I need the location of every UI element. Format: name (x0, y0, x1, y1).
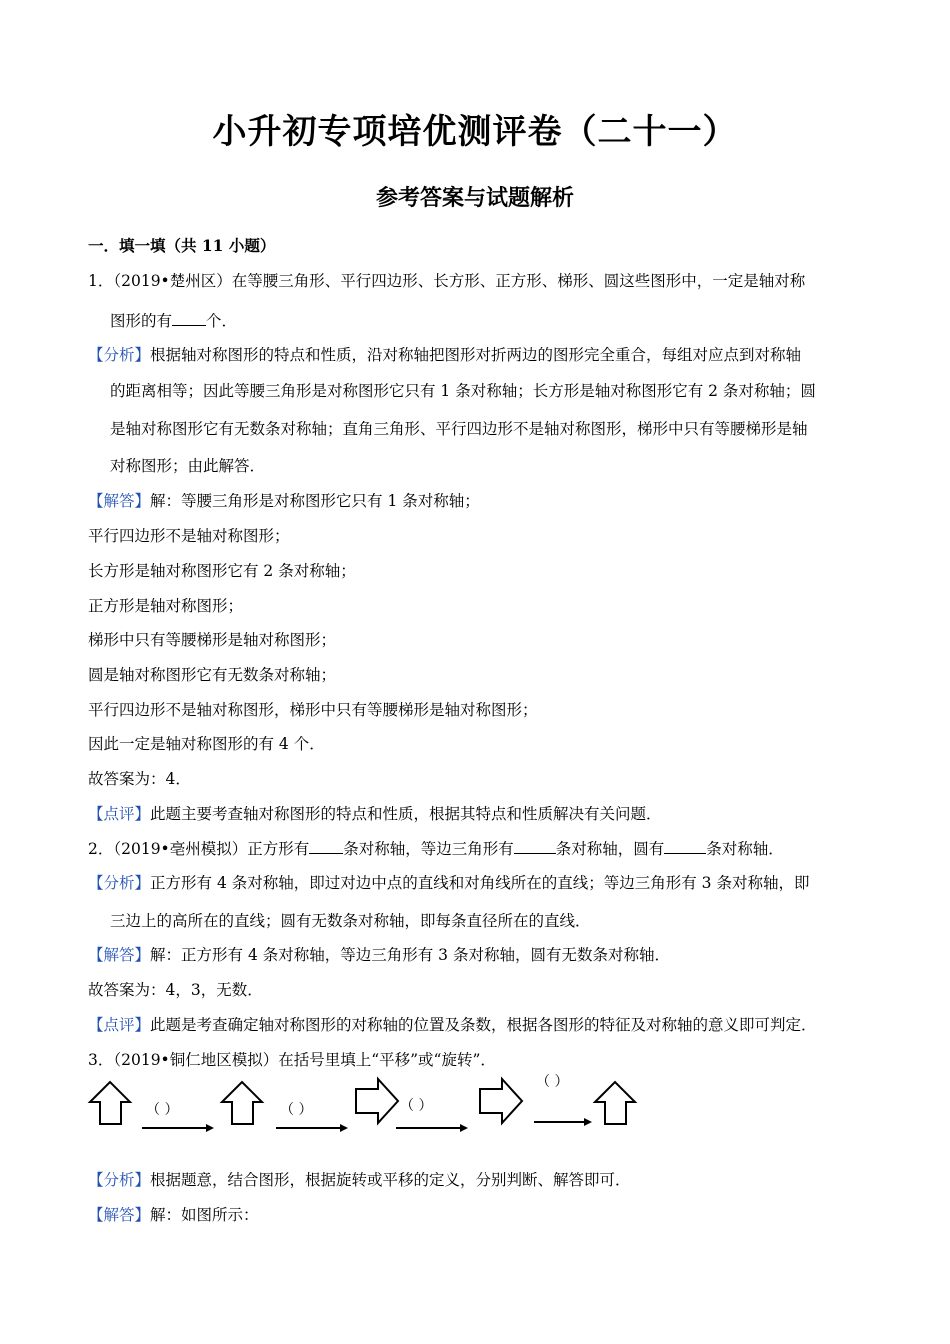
q3-stem-line: 3．（2019•铜仁地区模拟）在括号里填上“平移”或“旋转”． (88, 1051, 496, 1069)
up-arrow-shape-1 (90, 1082, 130, 1124)
q2-stem-part-3: 条对称轴，圆有 (555, 840, 665, 858)
q2-blank-triangle (514, 838, 556, 854)
up-arrow-shape-2 (222, 1082, 262, 1124)
answer-tag: 【解答】 (88, 492, 151, 510)
q1-solution-line-5: 圆是轴对称图形它有无数条对称轴； (88, 666, 337, 684)
q2-analysis-text: 正方形有 4 条对称轴，即过对边中点的直线和对角线所在的直线；等边三角形有 3 条对称轴，即 (150, 874, 810, 892)
q1-stem-text: 图形的有 (110, 312, 173, 330)
q1-solution-line-4: 梯形中只有等腰梯形是轴对称图形； (88, 631, 337, 649)
q1-solution-line-1: 平行四边形不是轴对称图形； (88, 527, 290, 545)
q1-stem-line-1: 1．（2019•楚州区）在等腰三角形、平行四边形、长方形、正方形、梯形、圆这些图形中，一定是轴对称 (88, 272, 806, 290)
page-title: 小升初专项培优测评卷（二十一） (212, 112, 738, 152)
q1-analysis-line-1 (88, 345, 801, 365)
transform-arrowhead-1 (206, 1124, 214, 1132)
q1-comment-text: 此题主要考查轴对称图形的特点和性质，根据其特点和性质解决有关问题． (150, 805, 662, 823)
q2-stem-line (88, 838, 784, 859)
right-arrow-shape-2 (480, 1079, 522, 1123)
q1-analysis-text: 根据轴对称图形的特点和性质，沿对称轴把图形对折两边的图形完全重合，每组对应点到对称轴 (150, 346, 802, 364)
q3-transform-figure (86, 1074, 646, 1144)
q1-solution-text: 解：等腰三角形是对称图形它只有 1 条对称轴； (150, 492, 480, 510)
analysis-tag: 【分析】 (88, 1171, 151, 1189)
transform-arrowhead-4 (584, 1118, 592, 1126)
section-heading: 一．填一填（共 11 小题） (88, 236, 276, 255)
q1-analysis-line-2: 的距离相等；因此等腰三角形是对称图形它只有 1 条对称轴；长方形是轴对称图形它有 2 条对称轴；圆 (110, 382, 816, 400)
q2-solution-line-0 (88, 945, 670, 965)
q2-final-answer: 故答案为：4，3，无数． (88, 981, 263, 999)
blank-paren-2: （ ） (280, 1102, 313, 1118)
blank-paren-1: （ ） (146, 1102, 179, 1118)
q3-solution-line-0 (88, 1205, 259, 1225)
q2-analysis-line-1 (88, 873, 809, 893)
q3-analysis-text: 根据题意，结合图形，根据旋转或平移的定义，分别判断、解答即可． (150, 1171, 631, 1189)
up-arrow-shape-3 (595, 1082, 635, 1124)
q1-solution-line-6: 平行四边形不是轴对称图形，梯形中只有等腰梯形是轴对称图形； (88, 701, 538, 719)
q1-stem-line-2 (110, 310, 237, 331)
blank-paren-3: （ ） (400, 1098, 433, 1114)
q2-comment-text: 此题是考查确定轴对称图形的对称轴的位置及条数，根据各图形的特征及对称轴的意义即可判定． (150, 1016, 817, 1034)
blank-paren-4: （ ） (536, 1074, 569, 1090)
analysis-tag: 【分析】 (88, 874, 151, 892)
q2-analysis-line-2: 三边上的高所在的直线；圆有无数条对称轴，即每条直径所在的直线． (110, 912, 591, 930)
q1-solution-line-0 (88, 491, 480, 511)
right-arrow-shape-1 (356, 1079, 398, 1123)
q3-solution-text: 解：如图所示： (150, 1206, 259, 1224)
q1-solution-line-2: 长方形是轴对称图形它有 2 条对称轴； (88, 562, 356, 580)
comment-tag: 【点评】 (88, 1016, 151, 1034)
q2-comment-line (88, 1015, 817, 1035)
q2-stem-part-4: 条对称轴． (706, 840, 784, 858)
q1-solution-line-7: 因此一定是轴对称图形的有 4 个． (88, 735, 325, 753)
q1-analysis-line-3: 是轴对称图形它有无数条对称轴；直角三角形、平行四边形不是轴对称图形，梯形中只有等腰梯形是轴 (110, 420, 808, 438)
q1-comment-line (88, 804, 662, 824)
q2-blank-circle (664, 838, 706, 854)
analysis-tag: 【分析】 (88, 346, 151, 364)
transform-arrowhead-2 (340, 1124, 348, 1132)
transform-arrowhead-3 (460, 1124, 468, 1132)
q2-blank-square (309, 838, 343, 854)
q1-answer-blank (172, 310, 206, 326)
q2-stem-part-2: 条对称轴，等边三角形有 (343, 840, 514, 858)
q2-stem-part-1: 2．（2019•亳州模拟）正方形有 (88, 840, 310, 858)
page-subtitle: 参考答案与试题解析 (375, 185, 574, 211)
answer-tag: 【解答】 (88, 946, 151, 964)
q3-analysis-line-1 (88, 1170, 631, 1190)
q1-stem-text-end: 个． (206, 312, 238, 330)
q2-solution-text: 解：正方形有 4 条对称轴，等边三角形有 3 条对称轴，圆有无数条对称轴． (150, 946, 670, 964)
q1-solution-line-3: 正方形是轴对称图形； (88, 597, 244, 615)
q1-analysis-line-4: 对称图形；由此解答． (110, 457, 266, 475)
comment-tag: 【点评】 (88, 805, 151, 823)
answer-tag: 【解答】 (88, 1206, 151, 1224)
q3-figure-svg (86, 1074, 646, 1144)
q1-final-answer: 故答案为：4． (88, 770, 191, 788)
